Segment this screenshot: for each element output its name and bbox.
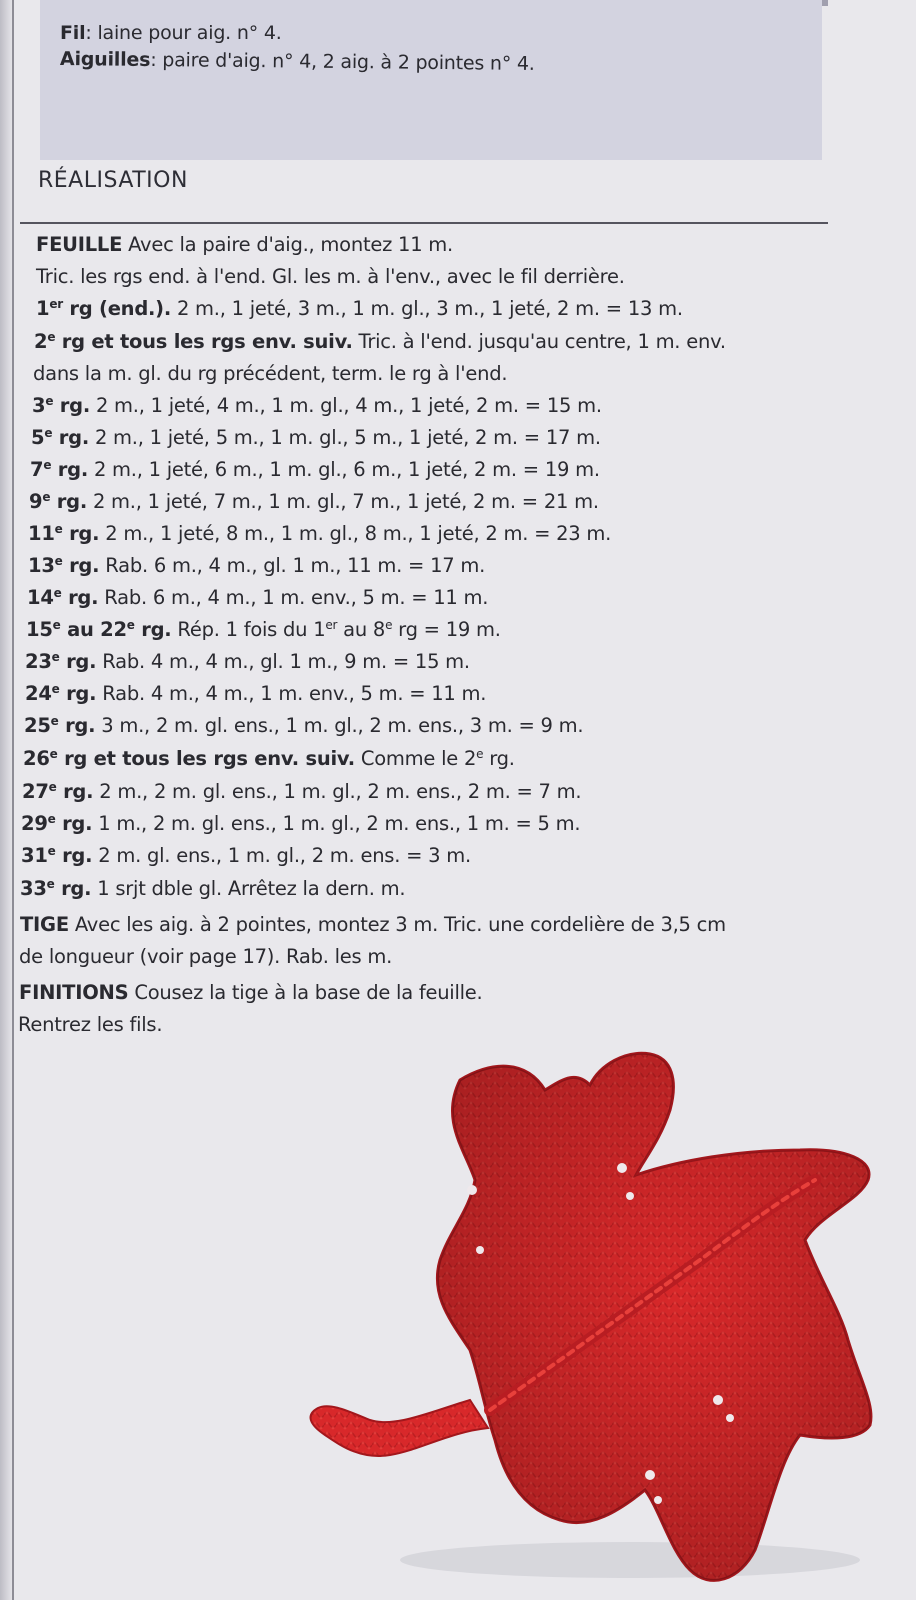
page-binding-edge bbox=[0, 0, 14, 1600]
instruction-line: FEUILLE Avec la paire d'aig., montez 11 m. bbox=[36, 233, 453, 256]
instruction-line: 14e rg. Rab. 6 m., 4 m., 1 m. env., 5 m. = 11 m. bbox=[27, 586, 489, 609]
instruction-line: 31e rg. 2 m. gl. ens., 1 m. gl., 2 m. ens. = 3 m. bbox=[21, 844, 471, 867]
instruction-line: 29e rg. 1 m., 2 m. gl. ens., 1 m. gl., 2 m. ens., 1 m. = 5 m. bbox=[21, 812, 581, 835]
instruction-line: 27e rg. 2 m., 2 m. gl. ens., 1 m. gl., 2 m. ens., 2 m. = 7 m. bbox=[22, 780, 582, 803]
instruction-line: de longueur (voir page 17). Rab. les m. bbox=[19, 945, 393, 968]
materials-fil: Fil: laine pour aig. n° 4. bbox=[60, 22, 282, 44]
instruction-line: 13e rg. Rab. 6 m., 4 m., gl. 1 m., 11 m. = 17 m. bbox=[28, 554, 486, 577]
instruction-line: 2e rg et tous les rgs env. suiv. Tric. à l'end. jusqu'au centre, 1 m. env. bbox=[34, 330, 726, 353]
instruction-line: 25e rg. 3 m., 2 m. gl. ens., 1 m. gl., 2 m. ens., 3 m. = 9 m. bbox=[24, 714, 584, 737]
instruction-line: 33e rg. 1 srjt dble gl. Arrêtez la dern. m. bbox=[20, 877, 406, 900]
leaf-shadow bbox=[400, 1542, 860, 1578]
instruction-line: Tric. les rgs end. à l'end. Gl. les m. à l'env., avec le fil derrière. bbox=[36, 265, 625, 288]
instruction-line: 9e rg. 2 m., 1 jeté, 7 m., 1 m. gl., 7 m., 1 jeté, 2 m. = 21 m. bbox=[29, 490, 599, 513]
instruction-line: Rentrez les fils. bbox=[18, 1013, 163, 1036]
materials-aiguilles: Aiguilles: paire d'aig. n° 4, 2 aig. à 2 pointes n° 4. bbox=[59, 48, 535, 75]
instruction-line: 26e rg et tous les rgs env. suiv. Comme le 2e rg. bbox=[23, 747, 515, 770]
section-title: RÉALISATION bbox=[38, 168, 188, 193]
maple-leaf-illustration bbox=[300, 1040, 900, 1600]
instruction-line: 11e rg. 2 m., 1 jeté, 8 m., 1 m. gl., 8 m., 1 jeté, 2 m. = 23 m. bbox=[28, 522, 612, 545]
instruction-line: 23e rg. Rab. 4 m., 4 m., gl. 1 m., 9 m. = 15 m. bbox=[25, 650, 470, 673]
instruction-line: 7e rg. 2 m., 1 jeté, 6 m., 1 m. gl., 6 m., 1 jeté, 2 m. = 19 m. bbox=[30, 458, 600, 481]
instruction-line: 1er rg (end.). 2 m., 1 jeté, 3 m., 1 m. gl., 3 m., 1 jeté, 2 m. = 13 m. bbox=[36, 297, 683, 320]
instruction-line: dans la m. gl. du rg précédent, term. le rg à l'end. bbox=[33, 362, 508, 385]
instruction-line: 5e rg. 2 m., 1 jeté, 5 m., 1 m. gl., 5 m., 1 jeté, 2 m. = 17 m. bbox=[31, 426, 601, 449]
instruction-line: 15e au 22e rg. Rép. 1 fois du 1er au 8e rg = 19 m. bbox=[26, 618, 501, 641]
instruction-line: 24e rg. Rab. 4 m., 4 m., 1 m. env., 5 m. = 11 m. bbox=[25, 682, 487, 705]
instruction-line: TIGE Avec les aig. à 2 pointes, montez 3 m. Tric. une cordelière de 3,5 cm bbox=[20, 913, 726, 936]
instruction-line: 3e rg. 2 m., 1 jeté, 4 m., 1 m. gl., 4 m., 1 jeté, 2 m. = 15 m. bbox=[32, 394, 602, 417]
section-divider bbox=[20, 222, 828, 224]
leaf-stem bbox=[311, 1400, 488, 1456]
knitted-leaf-photo bbox=[300, 1040, 900, 1600]
instruction-line: FINITIONS Cousez la tige à la base de la feuille. bbox=[19, 981, 483, 1004]
